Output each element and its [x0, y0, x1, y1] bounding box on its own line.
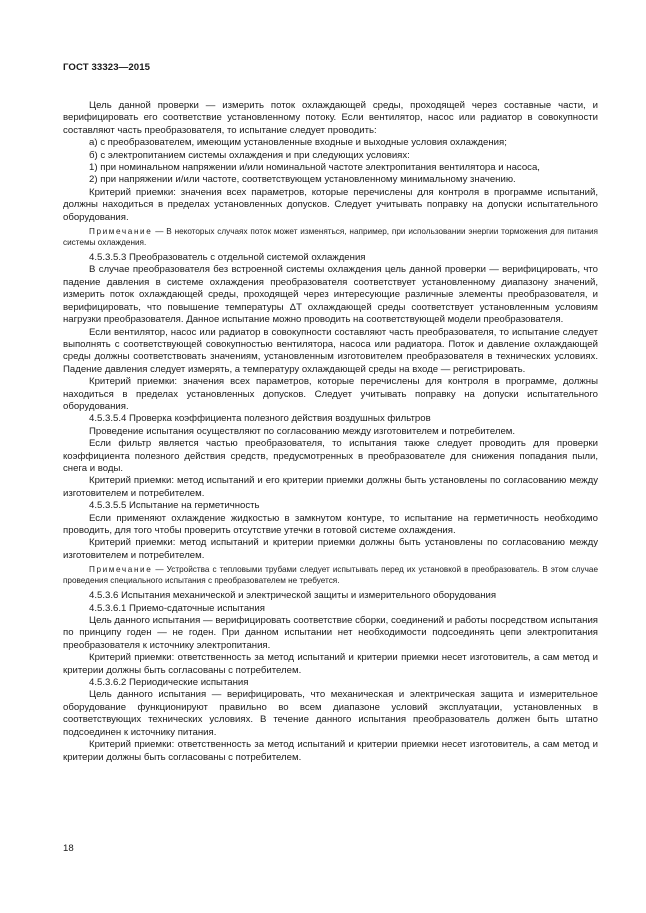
paragraph: Критерий приемки: ответственность за метод испытаний и критерии приемки несет изготовитель, а сам метод и критерии должны быть согласованы с потребителем.: [63, 739, 598, 763]
section-heading: 4.5.3.6.2 Периодические испытания: [89, 677, 249, 689]
section-heading: 4.5.3.5.4 Проверка коэффициента полезного действия воздушных фильтров: [89, 413, 431, 425]
section-heading: 4.5.3.5.5 Испытание на герметичность: [89, 500, 260, 512]
paragraph: Цель данного испытания — верифицировать, что механическая и электрическая защита и измерительное оборудование функционируют правильно во всем диапазоне условий эксплуатации, установленных в соответствующих технических условиях. В течение данного испытания преобразователь должен быть штатно подсоединен к источнику питания.: [63, 689, 598, 738]
paragraph: Критерий приемки: метод испытаний и его критерии приемки должны быть установлены по согласованию между изготовителем и потребителем.: [63, 475, 598, 499]
paragraph: Если фильтр является частью преобразователя, то испытания также следует проводить для проверки коэффициента полезного действия средств, предусмотренных в преобразователе для снижения попадания пыли, снега и воды.: [63, 438, 598, 474]
list-item: 1) при номинальном напряжении и/или номинальной частоте электропитания вентилятора и насоса,: [89, 162, 540, 174]
body-text: [63, 100, 598, 764]
section-heading: 4.5.3.6 Испытания механической и электрической защиты и измерительного оборудования: [89, 590, 497, 602]
section-heading: 4.5.3.6.1 Приемо-сдаточные испытания: [89, 602, 265, 614]
paragraph: Цель данной проверки — измерить поток охлаждающей среды, проходящей через составные части, и верифицировать его соответствие установленному потоку. Если вентилятор, насос или радиатор в совокупности составляют часть преобразователя, то испытание следует проводить:: [63, 100, 598, 136]
paragraph: Если применяют охлаждение жидкостью в замкнутом контуре, то испытание на герметичность необходимо проводить, для того чтобы проверить отсутствие утечки в готовой системе охлаждения.: [63, 512, 598, 536]
standard-header: ГОСТ 33323—2015: [63, 62, 151, 73]
paragraph: Критерий приемки: значения всех параметров, которые перечислены для контроля в программе испытаний, должны находиться в пределах установленных допусков. Следует учитывать поправку на допуски испытательного оборудования.: [63, 186, 598, 223]
page-number: 18: [63, 843, 74, 854]
note-text: — Устройства с тепловыми трубами следует испытывать перед их установкой в преобразователь. В этом случае проведения специального испытания с преобразователем не требуется.: [63, 565, 598, 586]
note: [63, 564, 598, 586]
paragraph: Критерий приемки: метод испытаний и критерии приемки должны быть установлены по согласованию между изготовителем и потребителем.: [63, 537, 598, 561]
paragraph: Проведение испытания осуществляют по согласованию между изготовителем и потребителем.: [89, 425, 516, 437]
note: [63, 226, 598, 248]
paragraph: Критерий приемки: ответственность за метод испытаний и критерии приемки несет изготовитель, а сам метод и критерии должны быть согласованы с потребителем.: [63, 652, 598, 676]
list-item: б) с электропитанием системы охлаждения и при следующих условиях:: [89, 149, 410, 161]
paragraph: Критерий приемки: значения всех параметров, которые перечислены для контроля в программе, должны находиться в пределах установленных допусков. Следует учитывать поправку на допуски испытательного оборудования.: [63, 376, 598, 412]
note-text: — В некоторых случаях поток может изменяться, например, при использовании энергии торможения для питания системы охлаждения.: [63, 227, 598, 248]
paragraph: Цель данного испытания — верифицировать соответствие сборки, соединений и работы посредством испытания по принципу годен — не годен. При данном испытании нет необходимости подсоединять цепи электропитания преобразователя к источнику электропитания.: [63, 615, 598, 651]
paragraph: Если вентилятор, насос или радиатор в совокупности составляют часть преобразователя, то испытание следует выполнять с соответствующей совокупностью вентилятора, насоса или радиатора. Поток и давление охлаждающей среды должны соответствовать значениям, установленным изготовителем преобразователя в технических условиях. Падение давления следует измерять, а температуру охлаждающей среды на входе — регистрировать.: [63, 326, 598, 375]
section-heading: 4.5.3.5.3 Преобразователь с отдельной системой охлаждения: [89, 252, 366, 264]
note-label: Примечание: [89, 565, 153, 575]
list-item: 2) при напряжении и/или частоте, соответствующем установленному минимальному значению.: [89, 174, 516, 186]
list-item: а) с преобразователем, имеющим установленные входные и выходные условия охлаждения;: [89, 137, 507, 149]
paragraph: В случае преобразователя без встроенной системы охлаждения цель данной проверки — верифицировать, что падение давления в системе охлаждения преобразователя соответствует установленному диапазону значений, измерить поток охлаждающей среды, проходящей через интересующие различные элементы преобразователя, и верифицировать, что повышение температуры ΔT охлаждающей среды соответствует установленным условиям нагрузки преобразователя. Данное испытание можно проводить на соответствующей модели преобразователя.: [63, 264, 598, 326]
note-label: Примечание: [89, 227, 153, 237]
